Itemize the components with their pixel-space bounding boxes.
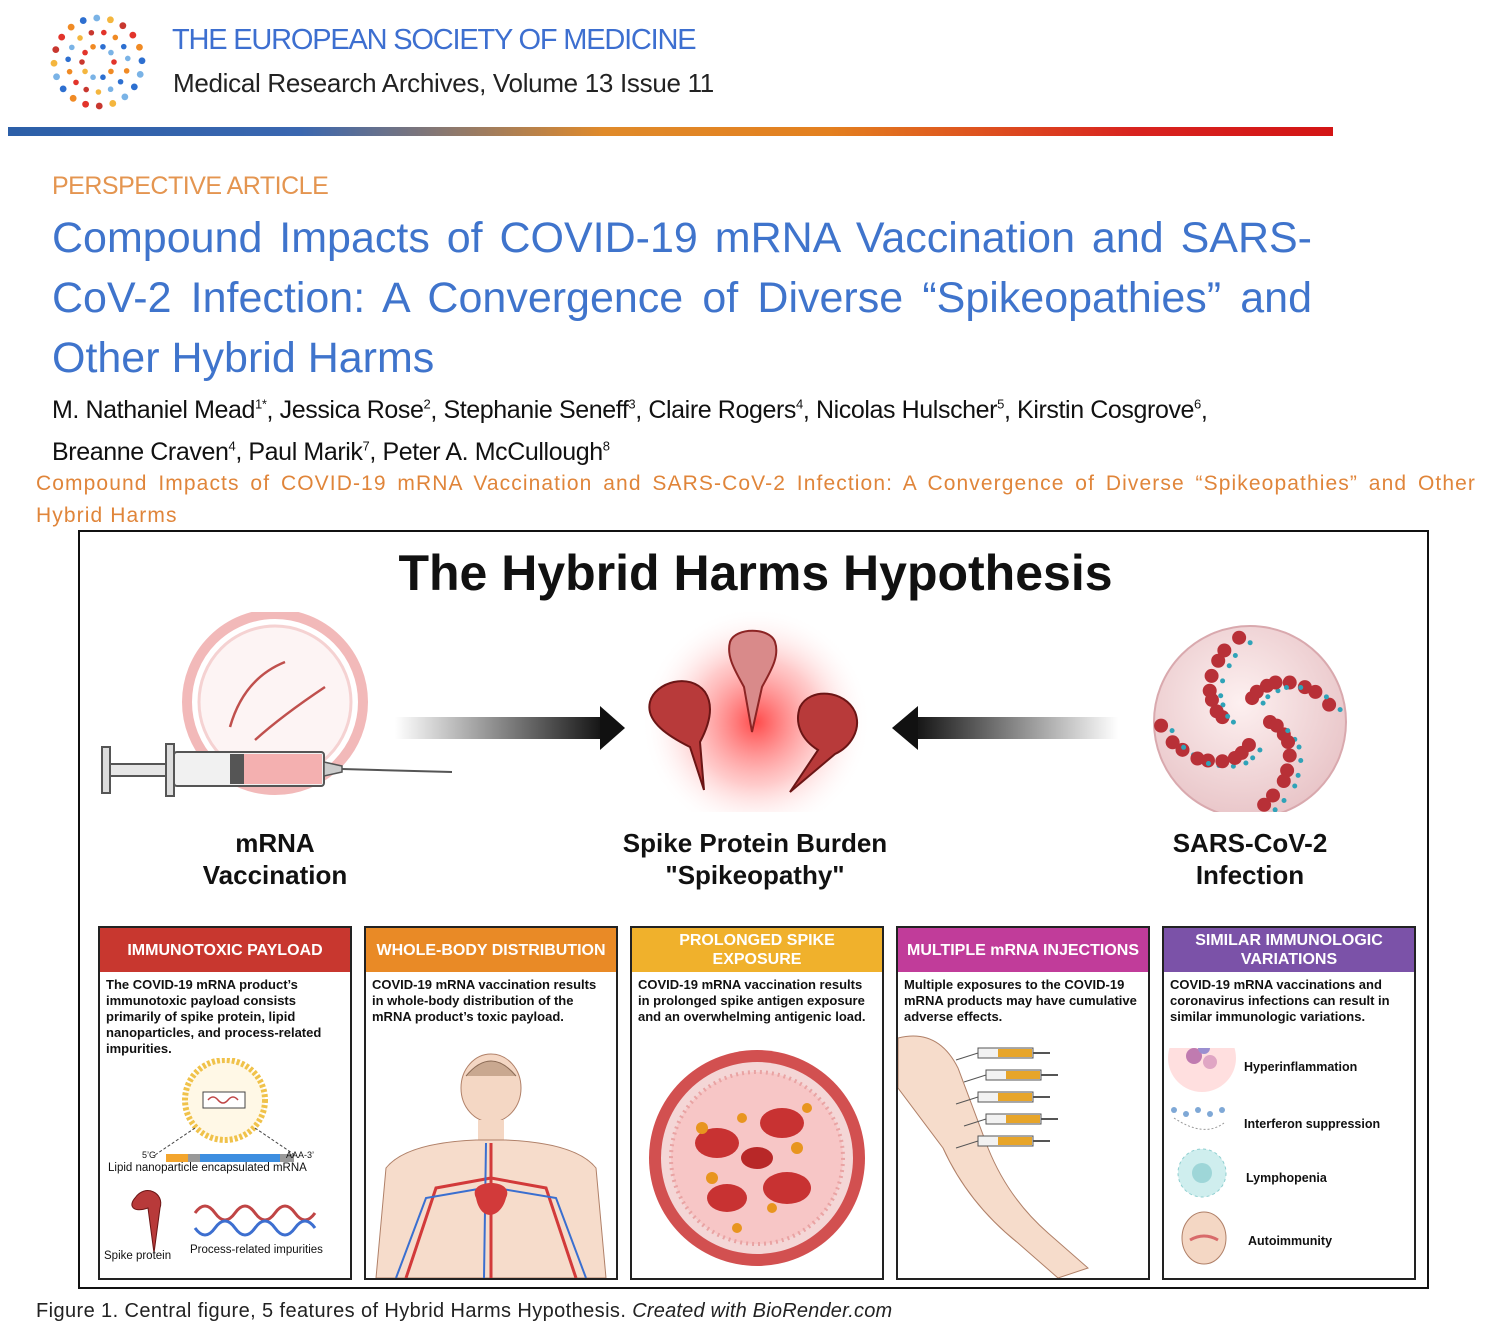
hyperinflammation-label: Hyperinflammation [1244, 1060, 1358, 1074]
society-name: THE EUROPEAN SOCIETY OF MEDICINE [172, 24, 696, 56]
panel-prolonged-spike-exposure [630, 926, 884, 1280]
author-name: M. Nathaniel Mead$^{1*}$ [52, 396, 267, 425]
author-name: Jessica Rose$^2$ [279, 396, 431, 425]
author-name: Kirstin Cosgrove$^6$ [1017, 396, 1201, 425]
label-sars-cov-2: SARS-CoV-2 Infection [1172, 828, 1328, 890]
author-list: M. Nathaniel Mead$^{1*}$, Jessica Rose$^2$, Stephanie Seneff$^3$, Claire Rogers$^4$, Nicolas Hulscher$^5$, Kirstin Cosgrove$^6$, Breanne Craven$^4$, Paul Marik$^7$, Peter A. McCullough$^8$ [52, 396, 1208, 466]
panel-heading: SIMILAR IMMUNOLOGIC VARIATIONS [1164, 928, 1414, 972]
immunology-icons [1164, 1048, 1244, 1278]
left-arrow [913, 717, 1118, 739]
right-arrow [395, 717, 605, 739]
header-rule [8, 127, 1333, 136]
running-head: Compound Impacts of COVID-19 mRNA Vaccination and SARS-CoV-2 Infection: A Convergence of Diverse “Spikeopathies” and Other Hybrid Harms [36, 472, 1476, 527]
author-name: Stephanie Seneff$^3$ [443, 396, 636, 425]
impurities-label: Process-related impurities [190, 1244, 323, 1256]
author-name: Peter A. McCullough$^8$ [382, 437, 610, 466]
panel-heading: PROLONGED SPIKE EXPOSURE [632, 928, 882, 972]
panel-text: COVID-19 mRNA vaccination results in prolonged spike antigen exposure and an overwhelming antigenic load. [638, 977, 866, 1024]
label-mrna-vaccination: mRNA Vaccination [202, 828, 348, 890]
panel-immunotoxic-payload [98, 926, 352, 1280]
article-title: Compound Impacts of COVID-19 mRNA Vaccination and SARS-CoV-2 Infection: A Convergence of Diverse “Spikeopathies” and Other Hybrid Harms [52, 214, 1312, 382]
label-spike-burden: Spike Protein Burden "Spikeopathy" [622, 828, 888, 890]
author-name: Breanne Craven$^4$ [52, 437, 236, 466]
figure-caption: Figure 1. Central figure, 5 features of Hybrid Harms Hypothesis. Created with BioRender.com [36, 1300, 893, 1322]
panel-text: COVID-19 mRNA vaccinations and coronavirus infections can result in similar immunologic variations. [1170, 977, 1390, 1024]
panel-text: Multiple exposures to the COVID-19 mRNA products may have cumulative adverse effects. [904, 977, 1137, 1024]
society-logo [50, 14, 146, 110]
panel-heading: IMMUNOTOXIC PAYLOAD [100, 928, 350, 972]
article-type: PERSPECTIVE ARTICLE [52, 172, 329, 200]
panel-immunologic-variations [1162, 926, 1416, 1280]
panel-heading: MULTIPLE mRNA INJECTIONS [898, 928, 1148, 972]
five-prime-label: 5’G [142, 1150, 157, 1160]
journal-info: Medical Research Archives, Volume 13 Issue 11 [173, 68, 714, 98]
author-name: Paul Marik$^7$ [248, 437, 370, 466]
body-illustration [366, 1048, 616, 1278]
arm-injection-illustration [898, 1028, 1148, 1278]
panel-heading: WHOLE-BODY DISTRIBUTION [366, 928, 616, 972]
author-name: Claire Rogers$^4$ [648, 396, 803, 425]
interferon-suppression-label: Interferon suppression [1244, 1117, 1381, 1131]
panel-whole-body-distribution [364, 926, 618, 1280]
lnp-label: Lipid nanoparticle encapsulated mRNA [108, 1162, 307, 1174]
lymphopenia-label: Lymphopenia [1246, 1171, 1327, 1185]
panel-text: COVID-19 mRNA vaccination results in whole-body distribution of the mRNA product’s toxic payload. [372, 977, 597, 1024]
author-name: Nicolas Hulscher$^5$ [815, 396, 1004, 425]
coronavirus-icon [1154, 626, 1346, 812]
figure-1 [78, 530, 1429, 1289]
autoimmunity-label: Autoimmunity [1248, 1234, 1333, 1248]
figure-title: The Hybrid Harms Hypothesis [398, 545, 1113, 601]
spike-protein-icon [641, 612, 871, 812]
hypothesis-illustration [80, 612, 1427, 812]
panel-text: The COVID-19 mRNA product’s immunotoxic payload consists primarily of spike protein, lipid nanoparticles, and process-related impurities. [106, 977, 322, 1056]
three-prime-label: AAA-3’ [286, 1150, 315, 1160]
blood-vessel-illustration [632, 1038, 882, 1278]
panel-multiple-injections [896, 926, 1150, 1280]
spike-protein-label: Spike protein [104, 1250, 172, 1262]
